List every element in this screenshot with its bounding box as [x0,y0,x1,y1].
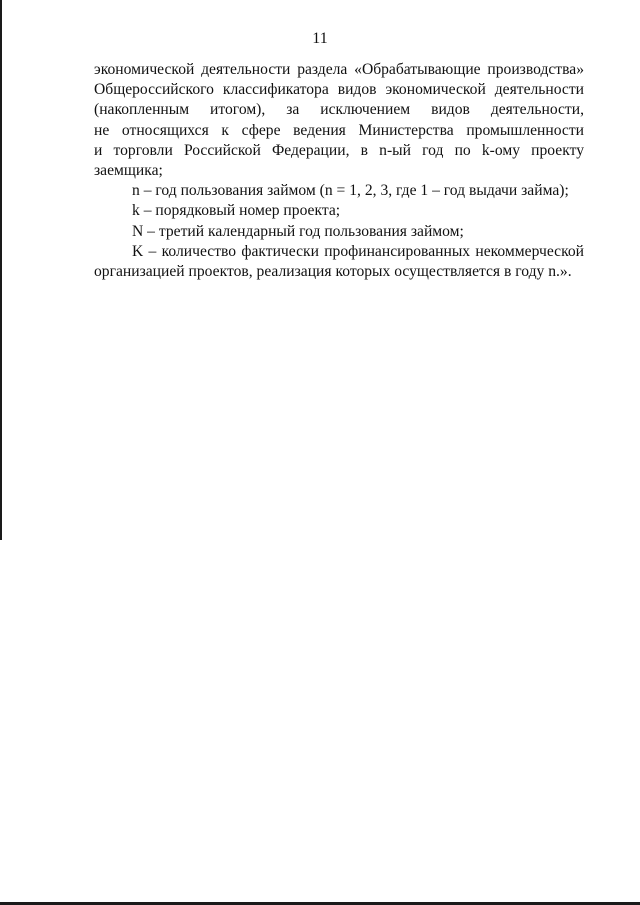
definition-N: N – третий календарный год пользования займом; [132,222,464,240]
text-line: K – количество фактически профинансированных некоммерческой [132,242,584,260]
page-number: 11 [312,30,328,47]
text-line: (накопленным итогом), за исключением видов деятельности, [94,101,584,119]
text-line: экономической деятельности раздела «Обрабатывающие производства» [94,61,584,78]
document-body [94,60,584,282]
text-line: организацией проектов, реализация которых осуществляется в году n.». [94,263,572,281]
text-line: и торговли Российской Федерации, в n-ый год по k-ому проекту заемщика; [94,141,584,180]
paragraph-continuation [94,60,584,181]
text-line: Общероссийского классификатора видов экономической деятельности [94,81,584,99]
scan-left-edge [0,0,2,540]
definition-n: n – год пользования займом (n = 1, 2, 3, где 1 – год выдачи займа); [132,182,569,200]
definition-k: k – порядковый номер проекта; [132,202,341,220]
text-line: не относящихся к сфере ведения Министерства промышленности [94,121,584,139]
definition-K [94,242,584,282]
